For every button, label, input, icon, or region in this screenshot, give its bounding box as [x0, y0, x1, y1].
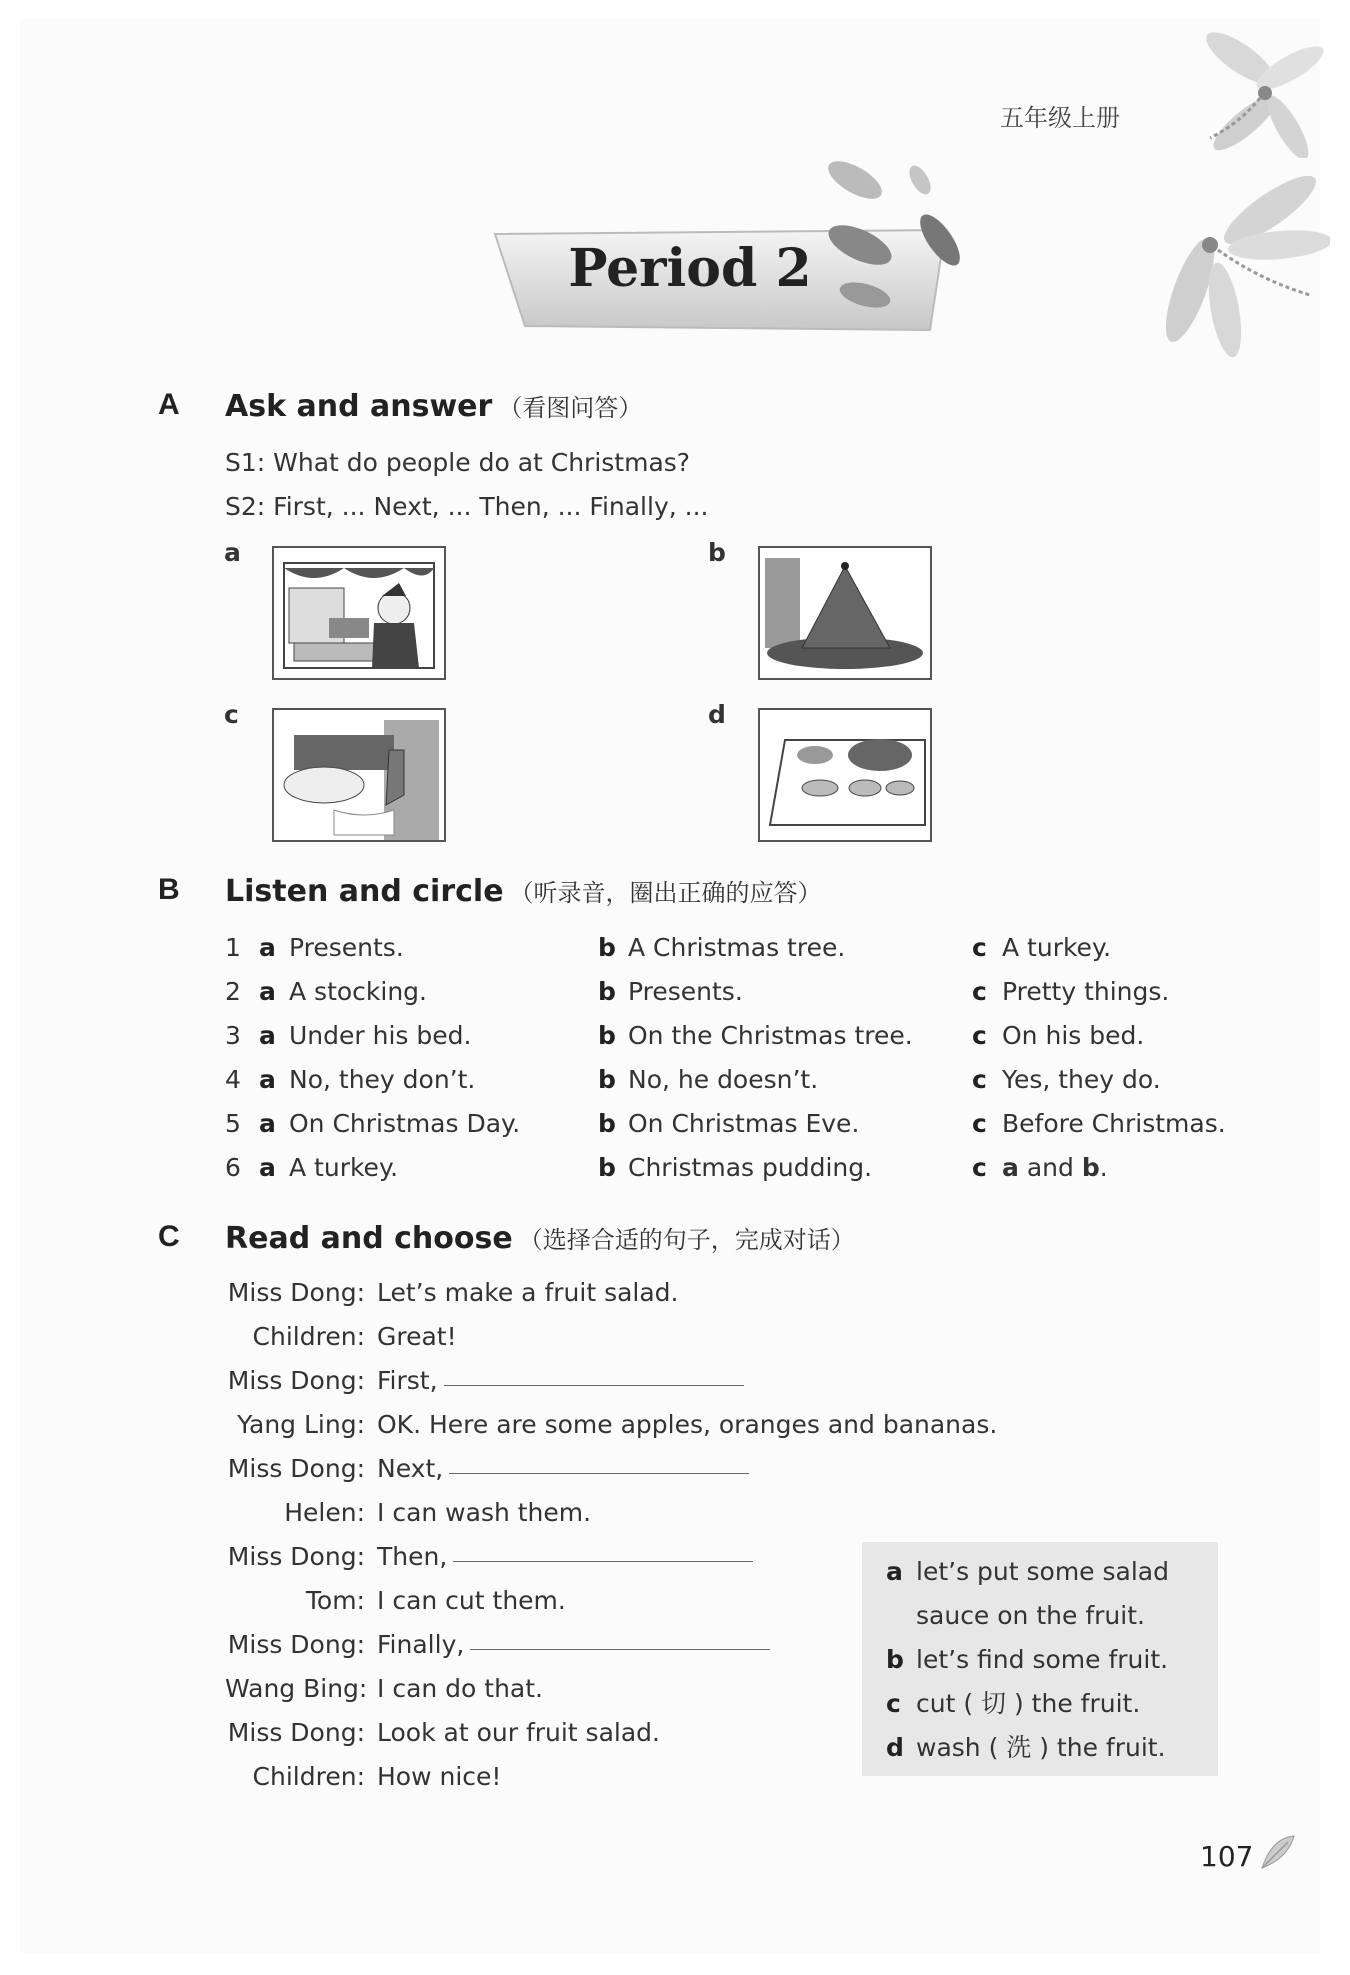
option-letter-a[interactable]: a [259, 1065, 276, 1094]
question-s1: S1: What do people do at Christmas? [225, 448, 691, 477]
answer-blank-2[interactable] [449, 1467, 749, 1474]
option-c-ref-b: b [1081, 1153, 1100, 1182]
row-number: 6 [225, 1153, 241, 1182]
section-a-letter: A [158, 388, 180, 421]
option-letter-c[interactable]: c [972, 1153, 987, 1182]
option-c[interactable]: On his bed. [1002, 1021, 1145, 1050]
choice-d[interactable] [886, 1726, 1169, 1770]
row-number: 4 [225, 1065, 241, 1094]
option-letter-b[interactable]: b [598, 1021, 616, 1050]
dragonfly-right-illustration [1130, 150, 1330, 360]
speaker-name: Miss Dong: [227, 1366, 365, 1395]
question-row-option-b [598, 1109, 859, 1138]
choice-a[interactable] [886, 1550, 1169, 1594]
option-letter-b[interactable]: b [598, 1153, 616, 1182]
option-a[interactable]: On Christmas Day. [289, 1109, 521, 1138]
choice-b[interactable] [886, 1638, 1169, 1682]
answer-blank-4[interactable] [470, 1643, 770, 1650]
question-row-option-b [598, 1065, 818, 1094]
speech-text: Let’s make a fruit salad. [377, 1278, 679, 1307]
page-title: Period 2 [568, 238, 812, 299]
choice-letter: a [886, 1557, 903, 1586]
question-row-option-c [972, 933, 1111, 962]
option-letter-a[interactable]: a [259, 1153, 276, 1182]
choice-letter: c [886, 1689, 901, 1718]
option-b[interactable]: Presents. [628, 977, 743, 1006]
section-b-title-en: Listen and circle [225, 874, 504, 909]
option-a[interactable]: A stocking. [289, 977, 428, 1006]
option-letter-a[interactable]: a [259, 1021, 276, 1050]
question-row [225, 1109, 520, 1138]
question-row-option-b [598, 1153, 872, 1182]
section-c-title-en: Read and choose [225, 1221, 513, 1256]
option-a[interactable]: A turkey. [289, 1153, 399, 1182]
speaker-name: Helen: [284, 1498, 365, 1527]
option-c[interactable]: Yes, they do. [1002, 1065, 1161, 1094]
dialogue-line [225, 1278, 679, 1307]
option-a[interactable]: No, they don’t. [289, 1065, 476, 1094]
leaf-icon [1258, 1832, 1298, 1872]
choice-text: let’s find some fruit. [916, 1645, 1169, 1674]
dialogue-line [225, 1410, 997, 1439]
dialogue-line [225, 1674, 543, 1703]
option-b[interactable]: On the Christmas tree. [628, 1021, 913, 1050]
option-b[interactable]: A Christmas tree. [628, 933, 846, 962]
dialogue-line [225, 1454, 749, 1483]
picture-d-christmas-dinner [758, 708, 932, 842]
option-b[interactable]: Christmas pudding. [628, 1153, 873, 1182]
question-row-option-c [972, 977, 1169, 1006]
speech-text: OK. Here are some apples, oranges and bananas. [377, 1410, 998, 1439]
row-number: 2 [225, 977, 241, 1006]
answer-blank-1[interactable] [444, 1379, 744, 1386]
picture-label-b: b [708, 538, 726, 567]
section-b-title-cn: （听录音，圈出正确的应答） [509, 879, 822, 907]
speaker-name: Miss Dong: [227, 1718, 365, 1747]
choice-letter: d [886, 1733, 904, 1762]
row-number: 5 [225, 1109, 241, 1138]
speech-text: How nice! [377, 1762, 502, 1791]
question-row [225, 1065, 475, 1094]
dialogue-line [225, 1718, 660, 1747]
option-letter-b[interactable]: b [598, 1109, 616, 1138]
speaker-name: Children: [252, 1322, 365, 1351]
picture-label-d: d [708, 700, 726, 729]
question-row-option-c [972, 1065, 1161, 1094]
option-c-ref-a: a [1002, 1153, 1019, 1182]
dragonfly-top-illustration [1130, 18, 1330, 158]
option-a[interactable]: Under his bed. [289, 1021, 472, 1050]
question-row-option-b [598, 933, 845, 962]
section-a-title-en: Ask and answer [225, 389, 493, 424]
speaker-name: Yang Ling: [237, 1410, 365, 1439]
row-number: 3 [225, 1021, 241, 1050]
choice-text: cut ( 切 ) the fruit. [916, 1689, 1141, 1718]
dialogue-line [225, 1366, 744, 1395]
speech-text: Then, [377, 1542, 448, 1571]
picture-a-santa-shop [272, 546, 446, 680]
option-c-and: and [1018, 1153, 1082, 1182]
option-c-period: . [1099, 1153, 1108, 1182]
question-row [225, 1021, 471, 1050]
option-b[interactable]: No, he doesn’t. [628, 1065, 819, 1094]
speaker-name: Miss Dong: [227, 1542, 365, 1571]
option-letter-c[interactable]: c [972, 1065, 987, 1094]
grade-label: 五年级上册 [1000, 104, 1120, 132]
dialogue-line [225, 1542, 753, 1571]
dialogue-line [225, 1630, 770, 1659]
answer-blank-3[interactable] [453, 1555, 753, 1562]
question-row-option-c [972, 1109, 1226, 1138]
choice-letter: b [886, 1645, 904, 1674]
picture-label-a: a [224, 538, 241, 567]
section-b-title [225, 873, 822, 909]
speech-text: Next, [377, 1454, 444, 1483]
speaker-name: Tom: [305, 1586, 365, 1615]
section-b-letter: B [158, 873, 180, 906]
question-row-option-c [972, 1021, 1144, 1050]
choice-a-continued: sauce on the fruit. [916, 1601, 1145, 1630]
fish-illustration [800, 150, 980, 320]
question-row-option-b [598, 977, 743, 1006]
question-row-option-c [972, 1153, 1108, 1182]
section-a-title-cn: （看图问答） [498, 394, 643, 422]
option-letter-a[interactable]: a [259, 977, 276, 1006]
option-c[interactable]: Pretty things. [1002, 977, 1170, 1006]
speech-text: I can cut them. [377, 1586, 566, 1615]
speech-text: Look at our fruit salad. [377, 1718, 660, 1747]
section-c-letter: C [158, 1220, 180, 1253]
choices-list [886, 1550, 1169, 1770]
speaker-name: Children: [252, 1762, 365, 1791]
answer-s2: S2: First, ... Next, ... Then, ... Finally, ... [225, 492, 709, 521]
speech-text: Finally, [377, 1630, 465, 1659]
choices-box [862, 1542, 1218, 1776]
page-number: 107 [1200, 1840, 1254, 1873]
option-letter-a[interactable]: a [259, 933, 276, 962]
section-c-title-cn: （选择合适的句子，完成对话） [518, 1226, 855, 1254]
question-row [225, 977, 427, 1006]
dialogue-line [225, 1498, 591, 1527]
speech-text: I can do that. [377, 1674, 544, 1703]
option-letter-b[interactable]: b [598, 977, 616, 1006]
choice-text: let’s put some salad [916, 1557, 1169, 1586]
option-letter-c[interactable]: c [972, 1109, 987, 1138]
option-letter-c[interactable]: c [972, 977, 987, 1006]
row-number: 1 [225, 933, 241, 962]
option-c[interactable] [1002, 1153, 1108, 1182]
speaker-name: Miss Dong: [227, 1278, 365, 1307]
speaker-name: Wang Bing: [225, 1674, 368, 1703]
option-letter-c[interactable]: c [972, 1021, 987, 1050]
speech-text: First, [377, 1366, 438, 1395]
section-c-title [225, 1220, 855, 1256]
option-letter-c[interactable]: c [972, 933, 987, 962]
speaker-name: Miss Dong: [227, 1454, 365, 1483]
choice-c[interactable] [886, 1682, 1169, 1726]
question-row [225, 1153, 398, 1182]
option-c[interactable]: A turkey. [1002, 933, 1112, 962]
speaker-name: Miss Dong: [227, 1630, 365, 1659]
option-b[interactable]: On Christmas Eve. [628, 1109, 860, 1138]
choice-text: wash ( 洗 ) the fruit. [916, 1733, 1166, 1762]
option-c[interactable]: Before Christmas. [1002, 1109, 1226, 1138]
option-a[interactable]: Presents. [289, 933, 404, 962]
picture-c-stocking-bed [272, 708, 446, 842]
dialogue-line [225, 1322, 457, 1351]
option-letter-b[interactable]: b [598, 1065, 616, 1094]
question-row [225, 933, 404, 962]
dialogue-line [225, 1586, 566, 1615]
option-letter-b[interactable]: b [598, 933, 616, 962]
speech-text: Great! [377, 1322, 457, 1351]
picture-b-christmas-tree [758, 546, 932, 680]
question-row-option-b [598, 1021, 913, 1050]
speech-text: I can wash them. [377, 1498, 592, 1527]
dialogue-line [225, 1762, 501, 1791]
option-letter-a[interactable]: a [259, 1109, 276, 1138]
picture-label-c: c [224, 700, 239, 729]
section-a-title [225, 388, 642, 424]
